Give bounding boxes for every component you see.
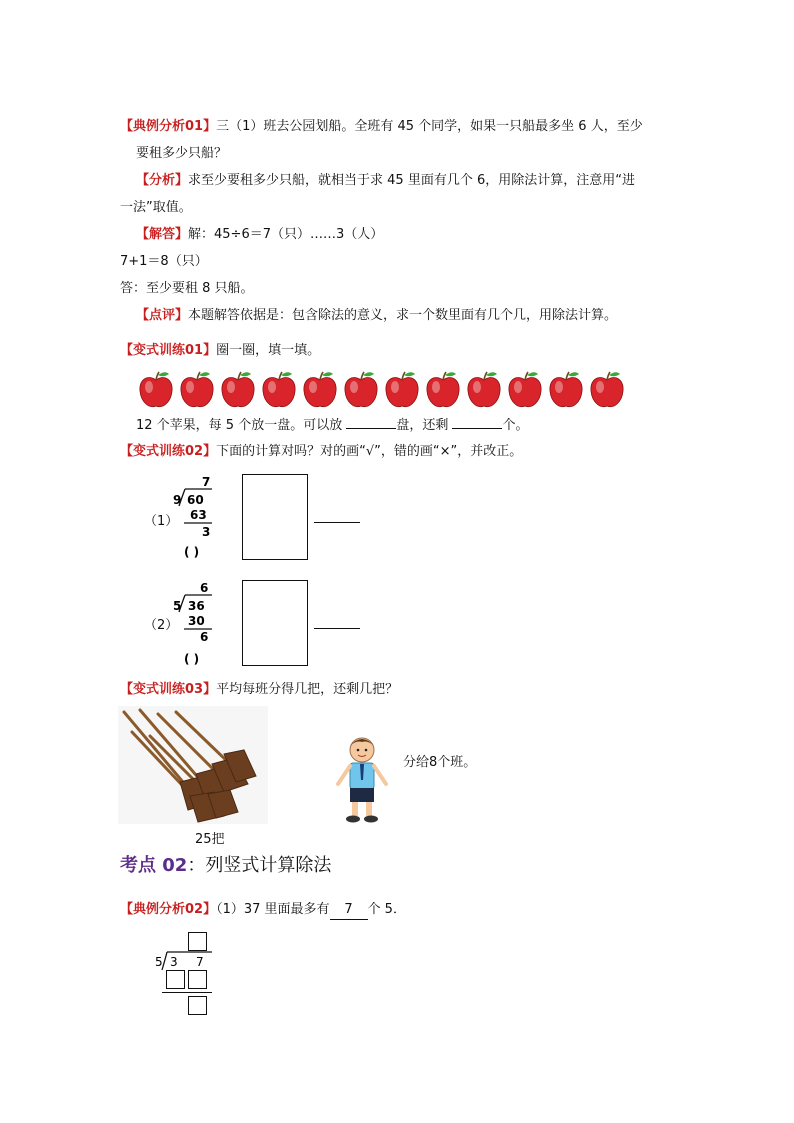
product: 63 [190,508,207,522]
apple-icon [301,370,339,410]
ex1-analysis-line2: 一法”取值。 [120,200,192,215]
ex2-question: 【典例分析02】（1）37 里面最多有 7 个 5． [120,901,406,920]
t2-item1-long-division [172,474,222,564]
ex2-tag: 【典例分析02】 [120,902,217,917]
t2-tag: 【变式训练02】 [120,444,217,459]
apple-icon [506,370,544,410]
ex1-tag: 【典例分析01】 [120,119,217,134]
apple-icon [465,370,503,410]
t2-item1-correction-box[interactable] [242,474,308,560]
quotient: 7 [202,475,211,489]
t1-question: 【变式训练01】圈一圈，填一填。 [120,343,321,358]
apple-icon [424,370,462,410]
comment-tag: 【点评】 [136,308,189,323]
quotient: 6 [200,581,209,595]
t1-fill-sentence: 12 个苹果，每 5 个放一盘。可以放 盘，还剩 个。 [136,414,529,435]
dividend: 60 [187,493,204,507]
t2-item2-long-division [172,578,222,668]
dividend: 36 [188,599,205,613]
t3-question: 【变式训练03】平均每班分得几把，还剩几把？ [120,682,399,697]
ex2-product-ones-box[interactable] [188,970,207,989]
t1-tag: 【变式训练01】 [120,343,217,358]
brooms-picture [118,706,268,824]
apple-icon [178,370,216,410]
apple-icon [342,370,380,410]
ex1-answer-line1: 【解答】解：45÷6＝7（只）……3（人） [136,227,384,242]
check-paren: ( ) [184,545,200,559]
ex1-analysis-line1: 【分析】求至少要租多少只船，就相当于求 45 里面有几个 6，用除法计算，注意用“进 [136,173,635,188]
plates-blank[interactable] [346,414,396,429]
boy-picture [332,734,392,826]
apple-icon [260,370,298,410]
product: 30 [188,614,205,628]
boy-caption: 分给8个班。 [403,755,477,770]
ex2-product-tens-box[interactable] [166,970,185,989]
section-key: 考点 02 [120,855,188,876]
t2-item2-correction-box[interactable] [242,580,308,666]
ex2-filled-blank[interactable]: 7 [330,901,368,920]
ex1-question-line1: 【典例分析01】三（1）班去公园划船。全班有 45 个同学，如果一只船最多坐 6 人，至少 [120,119,643,134]
t2-item2-label: （2） [144,618,179,633]
ex2-remainder-box[interactable] [188,996,207,1015]
t2-item1-label: （1） [144,514,179,529]
ex1-answer-line2: 7+1＝8（只） [120,254,208,269]
remainder: 6 [200,630,209,644]
divisor: 5 [173,599,182,613]
t2-item2-answer-line[interactable] [314,628,360,629]
t3-tag: 【变式训练03】 [120,682,217,697]
remainder-blank[interactable] [452,414,502,429]
ex1-answer-line3: 答：至少要租 8 只船。 [120,281,254,296]
apple-row [137,370,637,410]
ex1-comment: 【点评】本题解答依据是：包含除法的意义，求一个数里面有几个几，用除法计算。 [136,308,618,323]
remainder: 3 [202,525,211,539]
apple-icon [137,370,175,410]
brooms-caption: 25把 [195,832,225,847]
analysis-tag: 【分析】 [136,173,189,188]
answer-tag: 【解答】 [136,227,189,242]
apple-icon [547,370,585,410]
check-paren: ( ) [184,652,200,666]
ex2-dividend-tens: 3 [170,955,178,969]
ex2-divisor: 5 [155,955,163,969]
t2-question: 【变式训练02】下面的计算对吗？对的画“√”，错的画“×”，并改正。 [120,444,523,459]
apple-icon [588,370,626,410]
apple-icon [219,370,257,410]
ex1-question-line2: 要租多少只船？ [136,146,228,161]
apple-icon [383,370,421,410]
divisor: 9 [173,493,182,507]
section-heading: 考点 02：列竖式计算除法 [120,855,332,876]
t2-item1-answer-line[interactable] [314,522,360,523]
ex2-subtract-line [162,992,212,993]
ex2-quotient-box[interactable] [188,932,207,951]
ex2-dividend-ones: 7 [196,955,204,969]
